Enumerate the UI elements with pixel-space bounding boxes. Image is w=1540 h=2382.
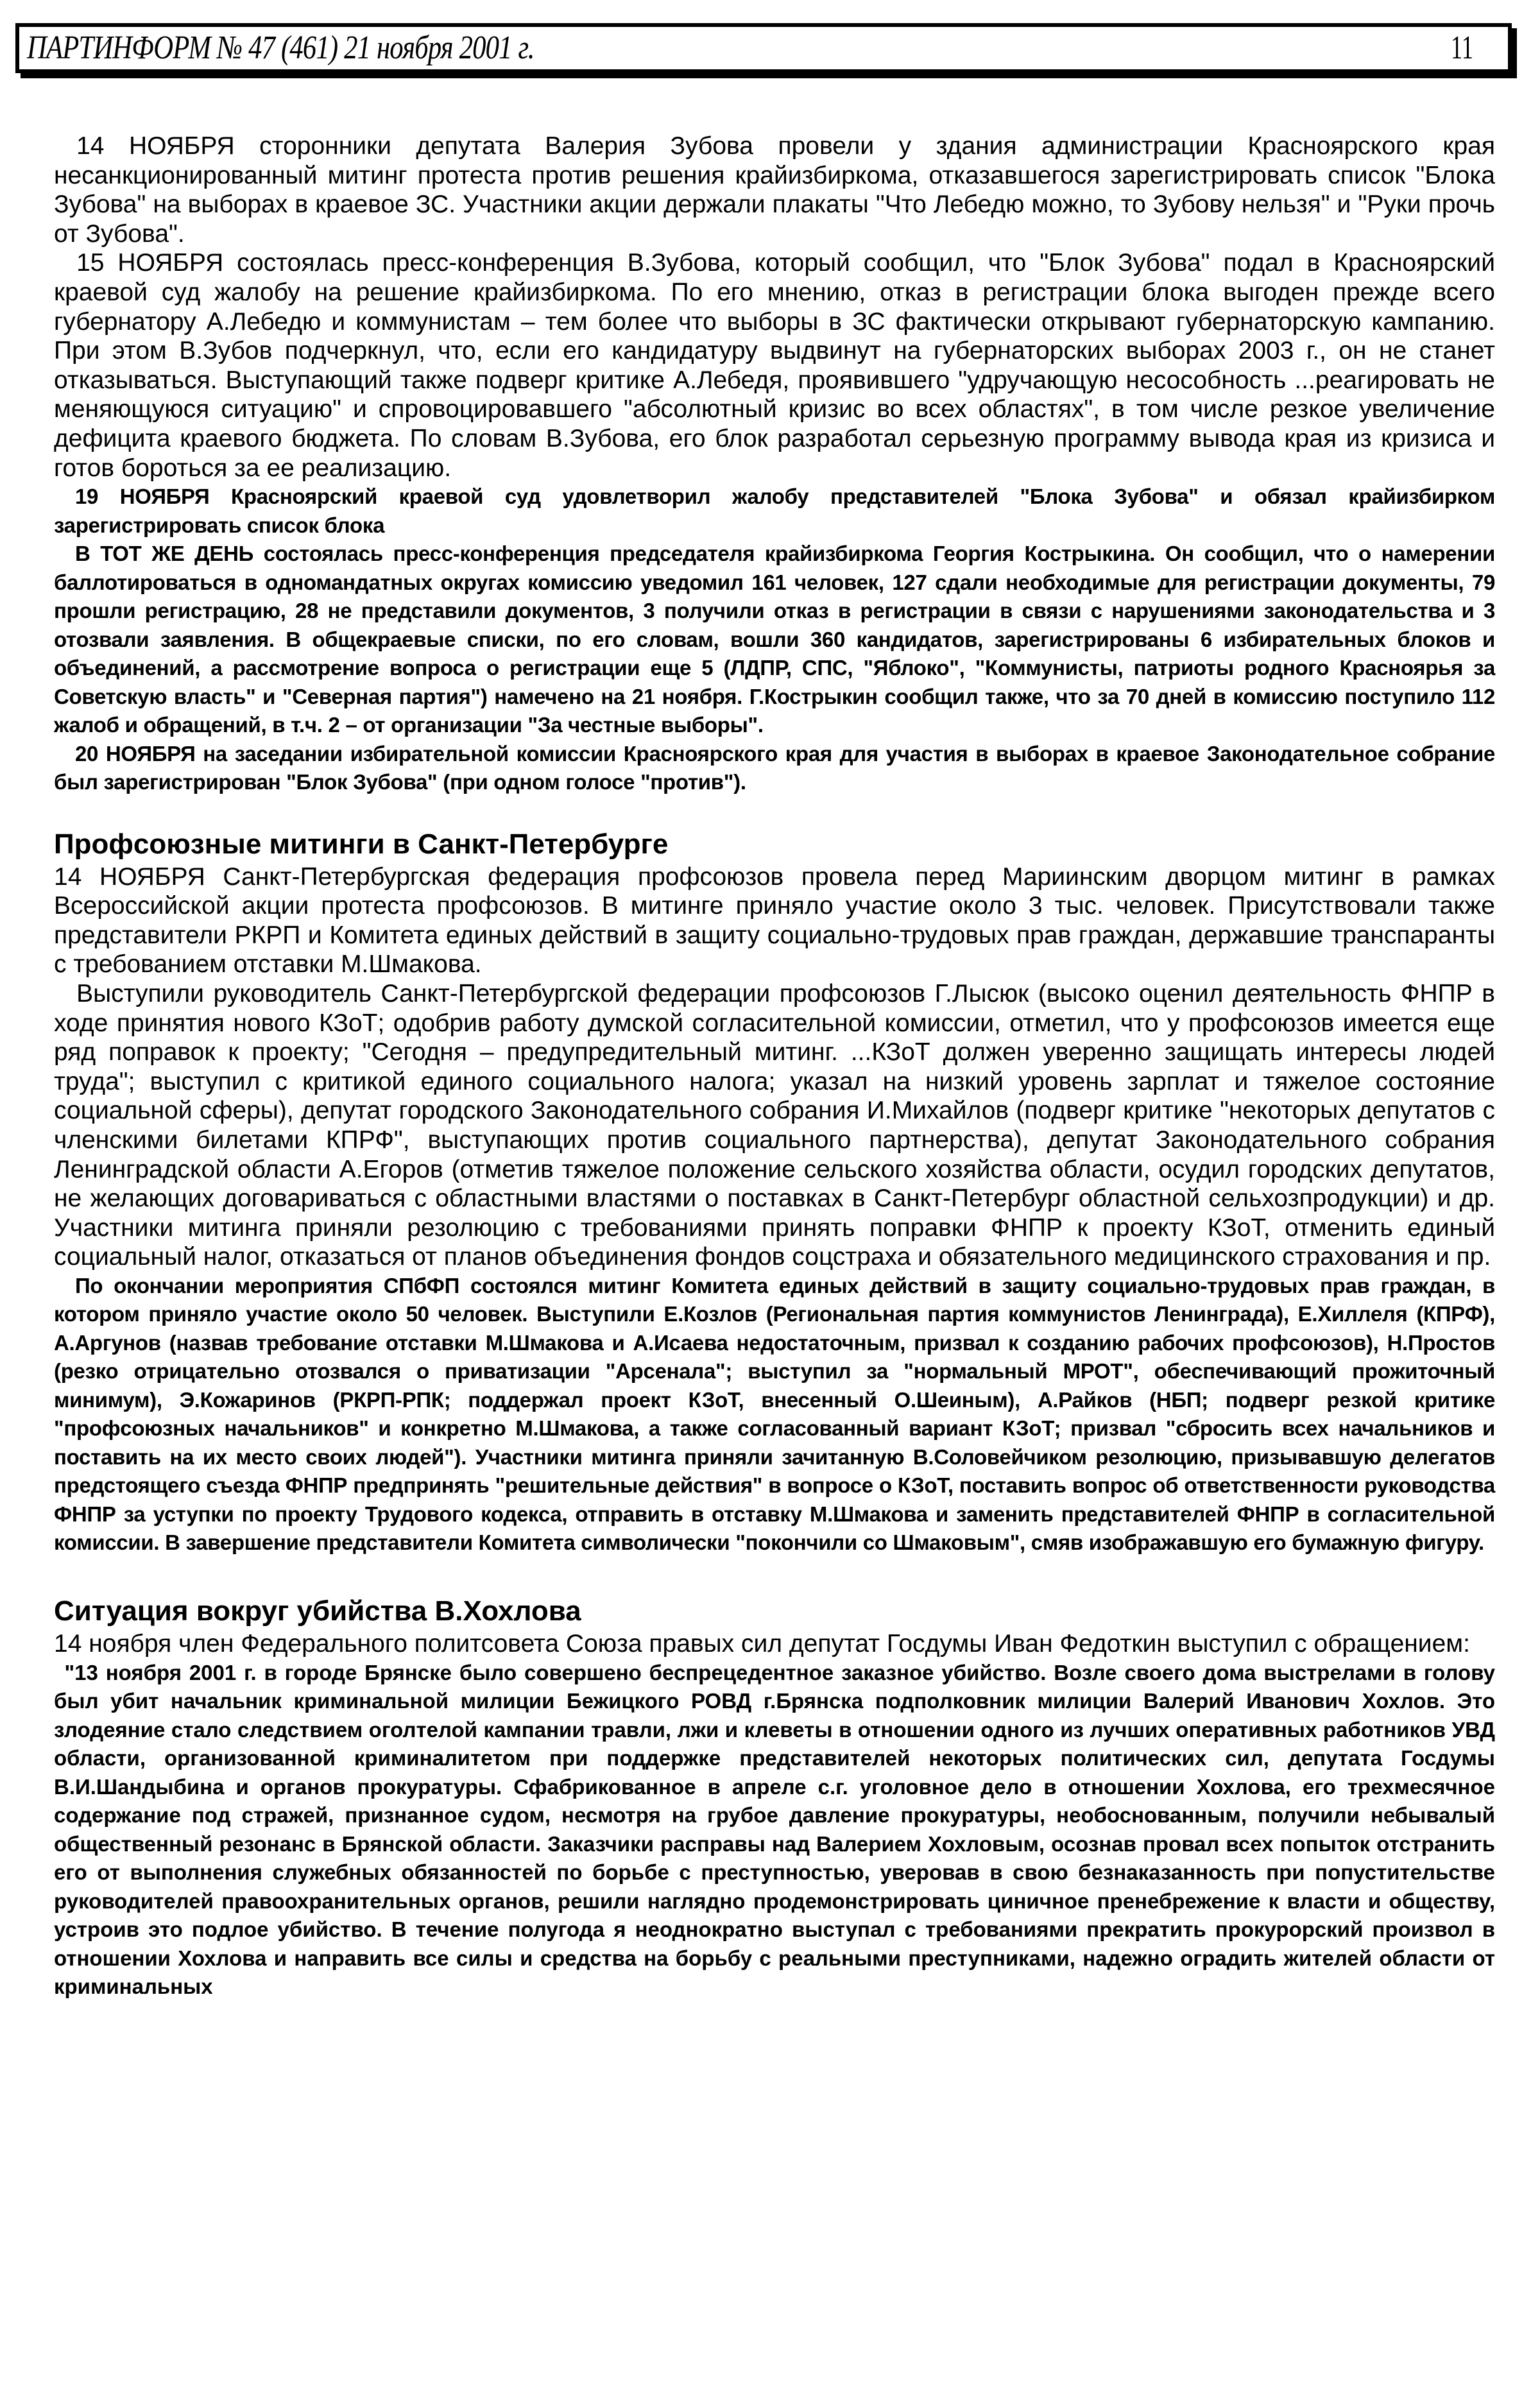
section-gap [54,797,1495,827]
article-khokhlov [54,1593,1495,2001]
paragraph: 15 НОЯБРЯ состоялась пресс-конференция В.Зубова, который сообщил, что "Блок Зубова" подал в Красноярский краевой суд жалобу на решение крайизбиркома. По его мнению, отказ в регистрации блока выгоден прежде всего губернатору А.Лебедю и коммунистам – тем более что выборы в ЗС фактически открывают губернаторскую кампанию. При этом В.Зубов подчеркнул, что, если его кандидатуру выдвинут на губернаторских выборах 2003 г., он не станет отказываться. Выступающий также подверг критике А.Лебедя, проявившего "удручающую несособность ...реагировать не меняющуюся ситуацию" и спровоцировавшего "абсолютный кризис во всех областях", в том числе резкое увеличение дефицита краевого бюджета. По словам В.Зубова, его блок разработал серьезную программу вывода края из кризиса и готов бороться за ее реализацию. [54,249,1495,482]
bold-paragraph: По окончании мероприятия СПбФП состоялся митинг Комитета единых действий в защиту социально-трудовых прав граждан, в котором приняло участие около 50 человек. Выступили Е.Козлов (Региональная партия коммунистов Ленинграда), Е.Хиллеля (КПРФ), А.Аргунов (назвав требование отставки М.Шмакова и А.Исаева недостаточным, призвал к созданию рабочих профсоюзов), Н.Простов (резко отрицательно отозвался о приватизации "Арсенала"; выступил за "нормальный МРОТ", обеспечивающий прожиточный минимум), Э.Кожаринов (РКРП-РПК; поддержал проект КЗоТ, внесенный О.Шеиным), А.Райков (НБП; подверг резкой критике "профсоюзных начальников" и конкретно М.Шмакова, а также согласованный вариант КЗоТ; призвал "сбросить всех начальников и поставить на их место своих людей"). Участники митинга приняли зачитанную В.Соловейчиком резолюцию, призывавшую делегатов предстоящего съезда ФНПР предпринять "решительные действия" в вопросе о КЗоТ, поставить вопрос об ответственности руководства ФНПР за уступки по проекту Трудового кодекса, отправить в отставку М.Шмакова и заменить представителей ФНПР в согласительной комиссии. В завершение представители Комитета символически "покончили со Шмаковым", смяв изображавшую его бумажную фигуру. [54,1273,1495,1555]
article-spb-rallies [54,827,1495,1557]
bold-paragraph: В ТОТ ЖЕ ДЕНЬ состоялась пресс-конференция председателя крайизбиркома Георгия Кострыкина. Он сообщил, что о намерении баллотироваться в одномандатных округах комиссию уведомил 161 человек, 127 сдали необходимые для регистрации документы, 79 прошли регистрацию, 28 не представили документов, 3 получили отказ в регистрации в связи с нарушениями законодательства и 3 отозвали заявления. В общекраевые списки, по его словам, вошли 360 кандидатов, зарегистрированы 6 избирательных блоков и объединений, а рассмотрение вопроса о регистрации еще 5 (ЛДПР, СПС, "Яблоко", "Коммунисты, патриоты родного Красноярья за Советскую власть" и "Северная партия") намечено на 21 ноября. Г.Кострыкин сообщил также, что за 70 дней в комиссию поступило 112 жалоб и обращений, в т.ч. 2 – от организации "За честные выборы". [54,542,1495,737]
section-gap [54,1557,1495,1593]
paragraph: Выступили руководитель Санкт-Петербургской федерации профсоюзов Г.Лысюк (высоко оценил деятельность ФНПР в ходе принятия нового КЗоТ; одобрив работу думской согласительной комиссии, отметил, что у профсоюзов имеется еще ряд поправок к проекту; "Сегодня – предупредительный митинг. ...КЗоТ должен уверенно защищать интересы людей труда"; выступил с критикой единого социального налога; указал на низкий уровень зарплат и тяжелое состояние социальной сферы), депутат городского Законодательного собрания И.Михайлов (подверг критике "некоторых депутатов с членскими билетами КПРФ", выступающих против социального партнерства), депутат Законодательного собрания Ленинградской области А.Егоров (отметив тяжелое положение сельского хозяйства области, осудил городских депутатов, не желающих договариваться с областными властями о поставках в Санкт-Петербург областной сельхозпродукции) и др. Участники митинга приняли резолюцию с требованиями принять поправки ФНПР к проекту КЗоТ, отменить единый социальный налог, отказаться от планов объединения фондов соцстраха и обязательного медицинского страхования и пр. [54,980,1495,1271]
bold-paragraph: 20 НОЯБРЯ на заседании избирательной комиссии Красноярского края для участия в выборах в краевое Законодательное собрание был зарегистрирован "Блок Зубова" (при одном голосе "против"). [54,741,1495,794]
paragraph: 14 ноября член Федерального политсовета Союза правых сил депутат Госдумы Иван Федоткин выступил с обращением: [54,1629,1470,1658]
paragraph: 14 НОЯБРЯ Санкт-Петербургская федерация профсоюзов провела перед Мариинским дворцом митинг в рамках Всероссийской акции протеста профсоюзов. В митинге приняло участие около 3 тыс. человек. Присутствовали также представители РКРП и Комитета единых действий в защиту социально-трудовых прав граждан, державшие транспаранты с требованием отставки М.Шмакова. [54,862,1495,979]
page-content [54,132,1495,2001]
paragraph: 14 НОЯБРЯ сторонники депутата Валерия Зубова провели у здания администрации Красноярского края несанкционированный митинг протеста против решения крайизбиркома, отказавшегося зарегистрировать список "Блока Зубова" на выборах в краевое ЗС. Участники акции держали плакаты "Что Лебедю можно, то Зубову нельзя" и "Руки прочь от Зубова". [54,132,1495,248]
bold-paragraph: 19 НОЯБРЯ Красноярский краевой суд удовлетворил жалобу представителей "Блока Зубова" и обязал крайизбирком зарегистрировать список блока [54,484,1495,537]
publication-title: ПАРТИНФОРМ № 47 (461) 21 ноября 2001 г. [27,30,535,66]
page-header [15,23,1512,73]
section-title: Профсоюзные митинги в Санкт-Петербурге [54,828,669,860]
section-title: Ситуация вокруг убийства В.Хохлова [54,1595,581,1627]
page-number: 11 [1450,30,1473,66]
quote-paragraph: "13 ноября 2001 г. в городе Брянске было совершено беспрецедентное заказное убийство. Возле своего дома выстрелами в голову был убит начальник криминальной милиции Бежицкого РОВД г.Брянска подполковник милиции Валерий Иванович Хохлов. Это злодеяние стало следствием оголтелой кампании травли, лжи и клеветы в отношении одного из лучших оперативных работников УВД области, организованной криминалитетом при поддержке представителей некоторых политических сил, депутата Госдумы В.И.Шандыбина и органов прокуратуры. Сфабрикованное в апреле с.г. уголовное дело в отношении Хохлова, его трехмесячное содержание под стражей, признанное судом, несмотря на грубое давление прокуратуры, необоснованным, получили небывалый общественный резонанс в Брянской области. Заказчики расправы над Валерием Хохловым, осознав провал всех попыток отстранить его от выполнения служебных обязанностей по борьбе с преступностью, уверовав в свою безнаказанность при попустительстве руководителей правоохранительных органов, решили наглядно продемонстрировать циничное пренебрежение к власти и обществу, устроив это подлое убийство. В течение полугода я неоднократно выступал с требованиями прекратить прокурорский произвол в отношении Хохлова и направить все силы и средства на борьбу с реальными преступниками, надежно оградить жителей области от криминальных [54,1660,1495,1999]
article-krasnoyarsk [54,132,1495,797]
